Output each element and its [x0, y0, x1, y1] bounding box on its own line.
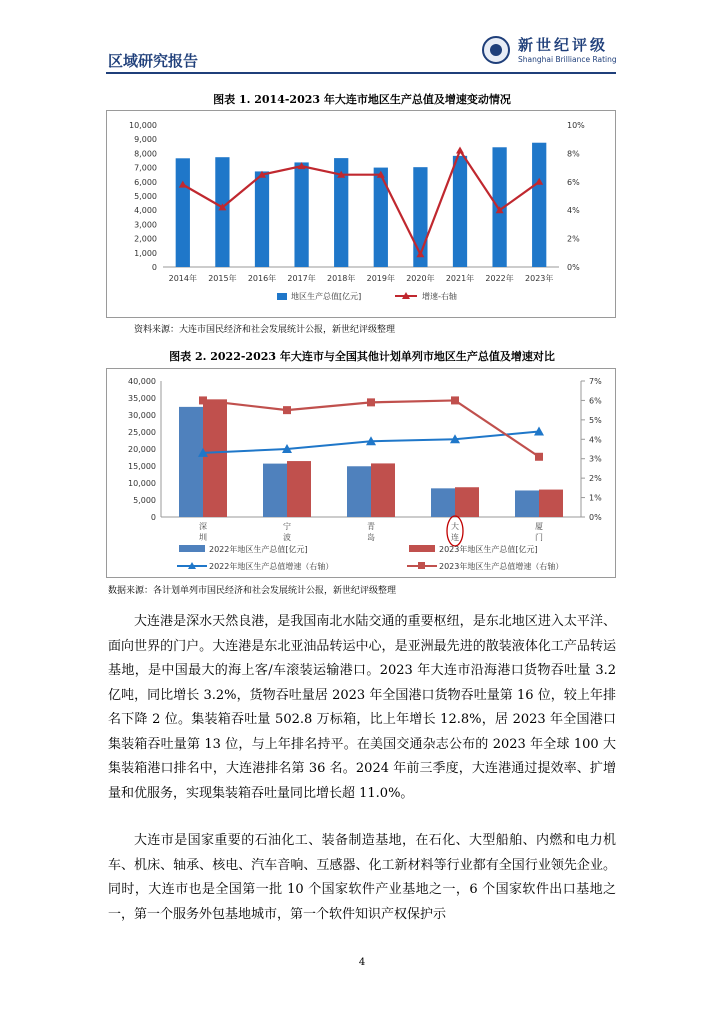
y-left-tick-label: 7,000 — [134, 163, 157, 173]
legend-swatch-gdp — [277, 293, 287, 300]
x-tick-label-char: 宁 — [283, 522, 291, 531]
y-left-tick-label: 9,000 — [134, 135, 157, 145]
y-left-tick-label: 40,000 — [128, 377, 156, 386]
growth-2023-point-宁波 — [283, 406, 291, 414]
y-left-tick-label: 0 — [150, 513, 156, 522]
bar-2023-宁波 — [287, 461, 311, 517]
legend-label-growth: 增速-右轴 — [422, 292, 457, 301]
bar-2022-青岛 — [347, 466, 371, 517]
x-tick-label: 2018年 — [327, 274, 356, 283]
figure2-caption: 图表 2. 2022-2023 年大连市与全国其他计划单列市地区生产总值及增速对比 — [169, 350, 555, 363]
figure1-caption: 图表 1. 2014-2023 年大连市地区生产总值及增速变动情况 — [213, 93, 511, 106]
bar-gdp-2023年 — [532, 143, 546, 267]
logo-chinese-name: 新世纪评级 — [518, 36, 609, 54]
bar-gdp-2021年 — [453, 156, 467, 267]
y-right-tick-label: 4% — [567, 206, 580, 216]
growth-point-2021年 — [456, 147, 464, 154]
y-right-tick-label: 2% — [589, 474, 602, 484]
y-left-tick-label: 5,000 — [134, 192, 157, 201]
growth-2023-point-青岛 — [367, 398, 375, 406]
y-right-tick-label: 1% — [589, 493, 602, 503]
y-left-tick-label: 3,000 — [134, 220, 157, 230]
bar-2022-宁波 — [263, 464, 287, 517]
y-right-tick-label: 6% — [589, 396, 602, 406]
figure2-chart-frame — [106, 368, 616, 578]
x-tick-label-char: 青 — [367, 522, 375, 531]
x-tick-label: 2021年 — [445, 274, 475, 283]
logo-emblem-icon — [482, 36, 510, 64]
growth-2023-point-深圳 — [199, 396, 207, 404]
x-tick-label: 2014年 — [168, 274, 197, 283]
legend-label-2022-line: 2022年地区生产总值增速（右轴） — [209, 562, 334, 571]
x-tick-label-char: 波 — [283, 533, 291, 542]
x-tick-label: 2023年 — [525, 274, 554, 283]
bar-2023-大连 — [455, 487, 479, 517]
y-left-tick-label: 15,000 — [128, 462, 156, 471]
brand-logo — [482, 34, 618, 70]
y-left-tick-label: 2,000 — [134, 234, 157, 244]
legend-label-gdp: 地区生产总值[亿元] — [291, 292, 362, 301]
y-left-tick-label: 0 — [151, 263, 157, 272]
y-right-tick-label: 6% — [567, 177, 580, 187]
y-right-tick-label: 3% — [589, 454, 602, 464]
bar-2022-深圳 — [179, 407, 203, 517]
figure1-source: 资料来源：大连市国民经济和社会发展统计公报，新世纪评级整理 — [134, 325, 396, 335]
figure2-source: 数据来源：各计划单列市国民经济和社会发展统计公报，新世纪评级整理 — [108, 586, 397, 596]
bar-2022-厦门 — [515, 490, 539, 517]
logo-english-name: Shanghai Brilliance Rating — [518, 55, 617, 64]
y-left-tick-label: 1,000 — [134, 248, 157, 258]
y-left-tick-label: 25,000 — [128, 428, 156, 437]
y-left-tick-label: 8,000 — [134, 149, 157, 159]
bar-2023-青岛 — [371, 463, 395, 517]
x-tick-label: 2017年 — [287, 274, 316, 283]
bar-gdp-2016年 — [255, 171, 269, 267]
x-tick-label-char: 深 — [199, 522, 207, 531]
x-tick-label: 2016年 — [247, 274, 277, 283]
y-right-tick-label: 10% — [567, 121, 585, 130]
y-right-tick-label: 4% — [589, 435, 602, 445]
legend-label-2023-bar: 2023年地区生产总值[亿元] — [439, 545, 538, 554]
bar-gdp-2017年 — [294, 162, 308, 267]
figure2-chart — [107, 369, 615, 577]
growth-line — [183, 151, 539, 255]
x-tick-label-char: 连 — [451, 533, 459, 542]
x-tick-label-char: 大 — [451, 522, 459, 531]
bar-2022-大连 — [431, 488, 455, 517]
report-header-title: 区域研究报告 — [108, 52, 199, 70]
growth-2023-point-厦门 — [535, 453, 543, 461]
legend-label-2022-bar: 2022年地区生产总值[亿元] — [209, 545, 308, 554]
y-right-tick-label: 7% — [589, 377, 602, 386]
bar-gdp-2015年 — [215, 157, 229, 267]
y-right-tick-label: 0% — [589, 513, 602, 522]
paragraph-text: 大连港是深水天然良港，是我国南北水陆交通的重要枢纽，是东北地区进入太平洋、面向世界的门户。大连港是东北亚油品转运中心，是亚洲最先进的散装液体化工产品转运基地，是中国最大的海上客/车滚装运输港口。2023 年大连市沿海港口货物吞吐量 3.2 亿吨，同比增长 3.2%，货物吞吐量居 2023 年全国港口货物吞吐量第 16 位，较上年排名下降 2 位。集装箱吞吐量 502.8 万标箱，比上年增长 12.8%，居 2023 年全国港口集装箱吞吐量第 13 位，与上年排名持平。在美国交通杂志公布的 2023 年全球 100 大集装箱港口排名中，大连港排名第 36 名。2024 年前三季度，大连港通过提效率、扩增量和优服务，实现集装箱吞吐量同比增长超 11.0%。 — [108, 614, 616, 801]
y-left-tick-label: 30,000 — [128, 411, 156, 420]
legend-swatch-2022-bar — [179, 545, 205, 552]
legend-marker-2023-line — [418, 562, 425, 569]
bar-2023-厦门 — [539, 490, 563, 517]
header-divider — [106, 72, 616, 74]
legend-label-2023-line: 2023年地区生产总值增速（右轴） — [439, 562, 564, 571]
body-paragraph-port — [108, 610, 616, 806]
y-left-tick-label: 10,000 — [129, 121, 157, 130]
y-right-tick-label: 0% — [567, 263, 580, 272]
y-left-tick-label: 20,000 — [128, 445, 156, 454]
page-number: 4 — [358, 957, 366, 968]
x-tick-label: 2022年 — [485, 274, 514, 283]
figure1-chart — [107, 111, 615, 317]
x-tick-label: 2015年 — [208, 274, 237, 283]
bar-2023-深圳 — [203, 399, 227, 517]
growth-2023-line — [203, 400, 539, 456]
y-left-tick-label: 35,000 — [128, 394, 156, 403]
x-tick-label: 2020年 — [406, 274, 435, 283]
y-right-tick-label: 8% — [567, 149, 580, 159]
y-right-tick-label: 5% — [589, 415, 602, 425]
x-tick-label: 2019年 — [366, 274, 395, 283]
y-left-tick-label: 10,000 — [128, 479, 156, 488]
y-left-tick-label: 4,000 — [134, 206, 157, 216]
x-tick-label-char: 门 — [535, 533, 543, 542]
body-paragraph-industry — [108, 829, 616, 927]
y-right-tick-label: 2% — [567, 234, 580, 244]
x-tick-label-char: 圳 — [199, 533, 207, 542]
y-left-tick-label: 6,000 — [134, 177, 157, 187]
legend-swatch-2023-bar — [409, 545, 435, 552]
y-left-tick-label: 5,000 — [133, 496, 156, 505]
paragraph-text: 大连市是国家重要的石油化工、装备制造基地，在石化、大型船舶、内燃和电力机车、机床、轴承、核电、汽车音响、互感器、化工新材料等行业都有全国行业领先企业。同时，大连市也是全国第一批 10 个国家软件产业基地之一，6 个国家软件出口基地之一，第一个服务外包基地城市，第一个软件知识产权保护示 — [108, 833, 616, 922]
bar-gdp-2014年 — [176, 158, 190, 267]
x-tick-label-char: 岛 — [367, 533, 375, 542]
x-tick-label-char: 厦 — [535, 522, 543, 531]
figure1-chart-frame — [106, 110, 616, 318]
growth-2023-point-大连 — [451, 396, 459, 404]
